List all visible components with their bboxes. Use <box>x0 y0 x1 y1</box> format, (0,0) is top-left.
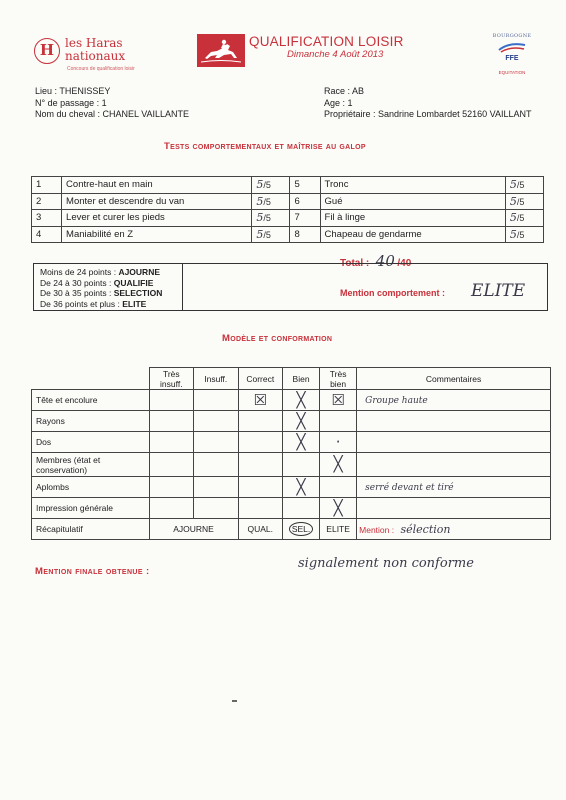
test-number: 2 <box>32 193 62 210</box>
final-mention-value: signalement non conforme <box>298 556 474 571</box>
rating-cell <box>149 477 193 498</box>
comment-text <box>359 504 365 514</box>
tests-table <box>31 176 544 243</box>
recap-mention-cell <box>357 519 551 540</box>
comment-cell <box>357 432 551 453</box>
rating-cell <box>149 411 193 432</box>
rating-cell <box>194 477 238 498</box>
recap-mention-value: sélection <box>400 522 451 536</box>
test-score <box>252 226 290 243</box>
comment-cell <box>357 453 551 477</box>
rating-cell <box>149 390 193 411</box>
header-correct: Correct <box>238 368 282 390</box>
test-score-value: 5 <box>256 211 264 225</box>
rating-cell <box>238 477 282 498</box>
rating-cell <box>283 390 320 411</box>
comment-text <box>359 438 365 448</box>
header-insuff: Insuff. <box>194 368 238 390</box>
rating-cell <box>149 498 193 519</box>
total-value: 40 <box>375 252 395 270</box>
comment-text: serré devant et tiré <box>365 482 454 493</box>
tests-row <box>32 177 544 194</box>
test-score-value: 5 <box>256 194 264 208</box>
conformation-row <box>32 453 551 477</box>
comment-cell <box>357 390 551 411</box>
test-label: Lever et curer les pieds <box>62 210 252 227</box>
test-score-value: 5 <box>509 227 517 241</box>
ffe-region: BOURGOGNE <box>492 33 532 39</box>
header-tres-bien: Très bien <box>320 368 357 390</box>
rating-cell <box>238 390 282 411</box>
test-score-den: /5 <box>516 180 525 191</box>
test-number: 4 <box>32 226 62 243</box>
test-label: Maniabilité en Z <box>62 226 252 243</box>
hand-mark: ╳ <box>296 477 306 496</box>
haras-tagline: Concours de qualification loisir <box>67 66 135 72</box>
conformation-row <box>32 432 551 453</box>
test-score-den: /5 <box>263 229 271 240</box>
conformation-table <box>31 367 551 540</box>
test-score-den: /5 <box>263 196 271 207</box>
test-score <box>505 193 543 210</box>
comment-cell <box>357 498 551 519</box>
test-score-value: 5 <box>256 227 264 241</box>
rating-cell <box>194 453 238 477</box>
tests-row <box>32 193 544 210</box>
conformation-row <box>32 498 551 519</box>
comment-cell <box>357 411 551 432</box>
rating-cell <box>194 390 238 411</box>
ffe-swoosh-icon <box>497 41 527 61</box>
event-date: Dimanche 4 Août 2013 <box>287 49 384 60</box>
rating-cell <box>283 432 320 453</box>
behavior-mention-value: ELITE <box>471 281 526 301</box>
test-score-den: /5 <box>516 213 525 224</box>
haras-emblem-icon: H <box>34 38 60 64</box>
horse-info-left <box>35 86 189 121</box>
rating-cell <box>320 498 357 519</box>
total-label: Total : <box>340 258 370 269</box>
header-comments: Commentaires <box>357 368 551 390</box>
rating-cell <box>320 477 357 498</box>
stray-mark <box>232 700 237 702</box>
criterion-label: Aplombs <box>32 477 150 498</box>
test-number: 6 <box>290 193 320 210</box>
comment-text <box>359 460 365 470</box>
rating-cell <box>238 432 282 453</box>
test-score-value: 5 <box>509 178 517 192</box>
recap-row <box>32 519 551 540</box>
test-score-value: 5 <box>256 178 264 192</box>
conformation-row <box>32 411 551 432</box>
hand-mark: ☒ <box>253 390 267 409</box>
haras-name: les Haras nationaux <box>65 36 126 63</box>
horse-info-right <box>324 86 531 121</box>
rating-cell <box>320 411 357 432</box>
conformation-row <box>32 390 551 411</box>
criterion-label: Tête et encolure <box>32 390 150 411</box>
test-score-den: /5 <box>263 213 271 224</box>
ffe-mark: FFE <box>505 55 519 62</box>
lieu: Lieu : THENISSEY <box>35 86 111 96</box>
scoring-rule: Moins de 24 points : AJOURNE <box>40 267 160 277</box>
rating-cell <box>283 498 320 519</box>
behavior-mention-label: Mention comportement : <box>340 288 445 298</box>
recap-sel: SEL. <box>289 522 313 536</box>
hand-mark: ╳ <box>296 411 306 430</box>
model-section-title: Modèle et conformation <box>222 333 333 344</box>
passage-number: N° de passage : 1 <box>35 97 107 108</box>
total-denominator: /40 <box>397 258 412 269</box>
rating-cell <box>283 477 320 498</box>
test-score-den: /5 <box>516 196 525 207</box>
horse-rider-icon <box>197 34 245 67</box>
owner: Propriétaire : Sandrine Lombardet 52160 VAILLANT <box>324 109 532 119</box>
haras-nationaux-logo <box>34 36 169 78</box>
tests-row <box>32 210 544 227</box>
recap-sel-cell <box>283 519 320 540</box>
rating-cell <box>283 453 320 477</box>
test-label: Monter et descendre du van <box>62 193 252 210</box>
conformation-row <box>32 477 551 498</box>
criterion-label: Rayons <box>32 411 150 432</box>
ffe-logo <box>484 33 540 75</box>
tests-section-title: Tests comportementaux et maîtrise au galop <box>164 141 366 152</box>
criterion-label: Dos <box>32 432 150 453</box>
conformation-header-row <box>32 368 551 390</box>
rating-cell <box>194 432 238 453</box>
recap-ajourne: AJOURNE <box>149 519 238 540</box>
test-label: Gué <box>320 193 505 210</box>
criterion-label: Impression générale <box>32 498 150 519</box>
hand-mark: ╳ <box>296 390 306 409</box>
breed: Race : AB <box>324 86 365 96</box>
test-number: 8 <box>290 226 320 243</box>
test-number: 3 <box>32 210 62 227</box>
rating-cell <box>320 390 357 411</box>
horse-name: Nom du cheval : CHANEL VAILLANTE <box>35 109 190 119</box>
hand-mark: ☒ <box>331 390 345 409</box>
rating-cell <box>320 432 357 453</box>
comment-text: Groupe haute <box>365 395 428 406</box>
test-score-den: /5 <box>263 180 271 191</box>
scoring-rule: De 24 à 30 points : QUALIFIE <box>40 277 154 288</box>
test-number: 7 <box>290 210 320 227</box>
test-label: Tronc <box>320 177 505 194</box>
rating-cell <box>283 411 320 432</box>
header-tres-insuff: Très insuff. <box>149 368 193 390</box>
test-score <box>252 177 290 194</box>
hand-mark: ╳ <box>333 455 343 473</box>
ffe-subtitle: EQUITATION <box>498 70 526 75</box>
test-score <box>252 210 290 227</box>
rating-cell <box>194 411 238 432</box>
age: Age : 1 <box>324 97 353 108</box>
test-label: Fil à linge <box>320 210 505 227</box>
hand-mark: ╳ <box>296 432 306 451</box>
test-label: Chapeau de gendarme <box>320 226 505 243</box>
rating-cell <box>238 498 282 519</box>
test-score <box>505 226 543 243</box>
comment-cell <box>357 477 551 498</box>
recap-qual: QUAL. <box>238 519 282 540</box>
test-number: 1 <box>32 177 62 194</box>
test-score-value: 5 <box>509 194 517 208</box>
hand-mark: · <box>335 432 341 451</box>
test-score <box>505 177 543 194</box>
hand-mark: ╳ <box>333 498 343 517</box>
scoring-rule: De 36 points et plus : ELITE <box>40 298 147 309</box>
tests-row <box>32 226 544 243</box>
test-label: Contre-haut en main <box>62 177 252 194</box>
criterion-label: Membres (état et conservation) <box>32 453 150 477</box>
header-bien: Bien <box>283 368 320 390</box>
comment-text <box>359 417 365 427</box>
scoring-rules <box>33 263 183 311</box>
event-title: QUALIFICATION LOISIR <box>249 34 404 49</box>
recap-mention-label: Mention : <box>359 524 395 535</box>
rating-cell <box>238 411 282 432</box>
rating-cell <box>238 453 282 477</box>
rating-cell <box>194 498 238 519</box>
test-number: 5 <box>290 177 320 194</box>
test-score <box>505 210 543 227</box>
recap-label: Récapitulatif <box>32 519 150 540</box>
final-mention-label: Mention finale obtenue : <box>35 566 150 577</box>
rating-cell <box>320 453 357 477</box>
rating-cell <box>149 453 193 477</box>
test-score-value: 5 <box>509 211 517 225</box>
test-score <box>252 193 290 210</box>
rating-cell <box>149 432 193 453</box>
recap-elite: ELITE <box>320 519 357 540</box>
scoring-rule: De 30 à 35 points : SELECTION <box>40 288 163 298</box>
test-score-den: /5 <box>516 229 525 240</box>
